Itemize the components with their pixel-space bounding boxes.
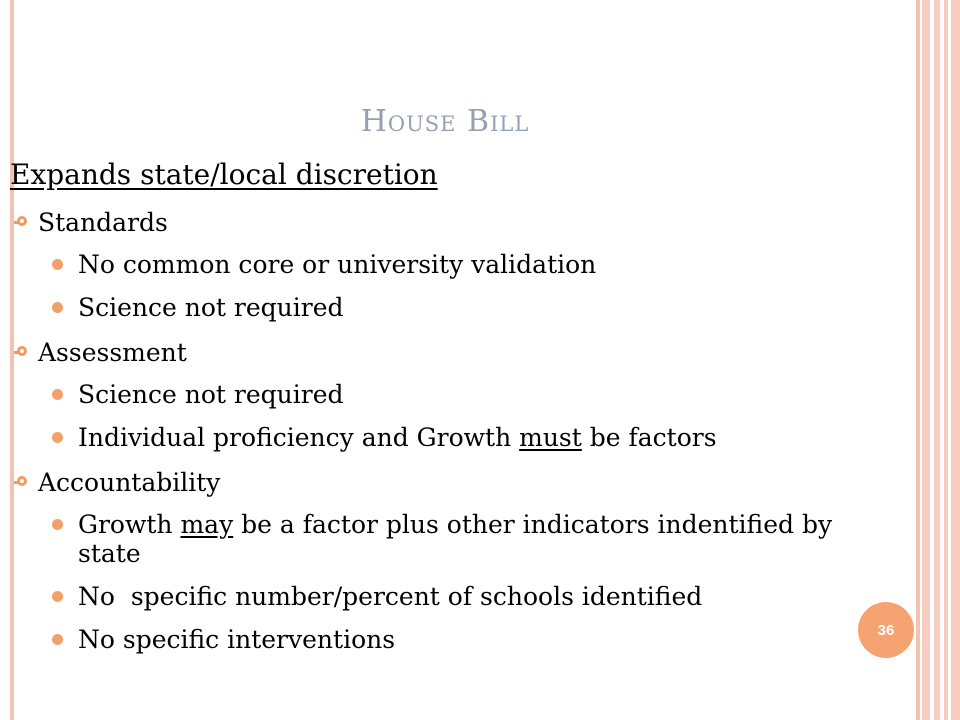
list-item-level2 <box>0 625 898 654</box>
bullet-dot-icon <box>52 591 63 602</box>
decorative-stripe <box>951 0 960 720</box>
emphasis-word: may <box>180 510 234 539</box>
list-item-text: Individual proficiency and Growth <box>78 423 520 452</box>
bullet-ring-icon <box>17 346 27 356</box>
bullet-dot-icon <box>52 519 63 530</box>
slide-title: House Bill <box>360 104 530 139</box>
list-item-level2 <box>0 250 898 279</box>
list-item-text: Growth <box>78 510 181 539</box>
bullet-dot-icon <box>52 259 63 270</box>
bullet-dot-icon <box>52 302 63 313</box>
bullet-dot-icon <box>52 389 63 400</box>
bullet-dot-icon <box>52 634 63 645</box>
list-item-text: No specific interventions <box>78 625 396 654</box>
list-item-text: Science not required <box>78 293 344 322</box>
list-item-level2 <box>0 423 898 452</box>
list-item-text: No specific number/percent of schools identified <box>78 582 703 611</box>
bullet-ring-icon <box>17 216 27 226</box>
list-item-label: Accountability <box>38 468 221 497</box>
frame-right-line <box>916 0 920 720</box>
emphasis-word: must <box>519 423 582 452</box>
bullet-ring-icon <box>17 476 27 486</box>
list-item-label: Standards <box>38 208 168 237</box>
list-item-level2 <box>0 510 898 568</box>
decorative-stripe <box>922 0 930 720</box>
bullet-list <box>0 206 900 668</box>
list-item-text: Science not required <box>78 380 344 409</box>
list-item-level1 <box>0 336 900 370</box>
section-heading: Expands state/local discretion <box>10 158 438 191</box>
list-item-level2 <box>0 293 898 322</box>
bullet-dot-icon <box>52 432 63 443</box>
page-number-badge: 36 <box>858 602 914 658</box>
list-item-text: No common core or university validation <box>78 250 597 279</box>
list-item-text: be factors <box>581 423 717 452</box>
list-item-level1 <box>0 466 900 500</box>
list-item-label: Assessment <box>38 338 187 367</box>
list-item-level2 <box>0 380 898 409</box>
list-item-text: be a factor plus other indicators indentified by state <box>78 510 833 568</box>
decorative-stripe <box>944 0 948 720</box>
decorative-stripe <box>934 0 940 720</box>
list-item-level1 <box>0 206 900 240</box>
list-item-level2 <box>0 582 898 611</box>
